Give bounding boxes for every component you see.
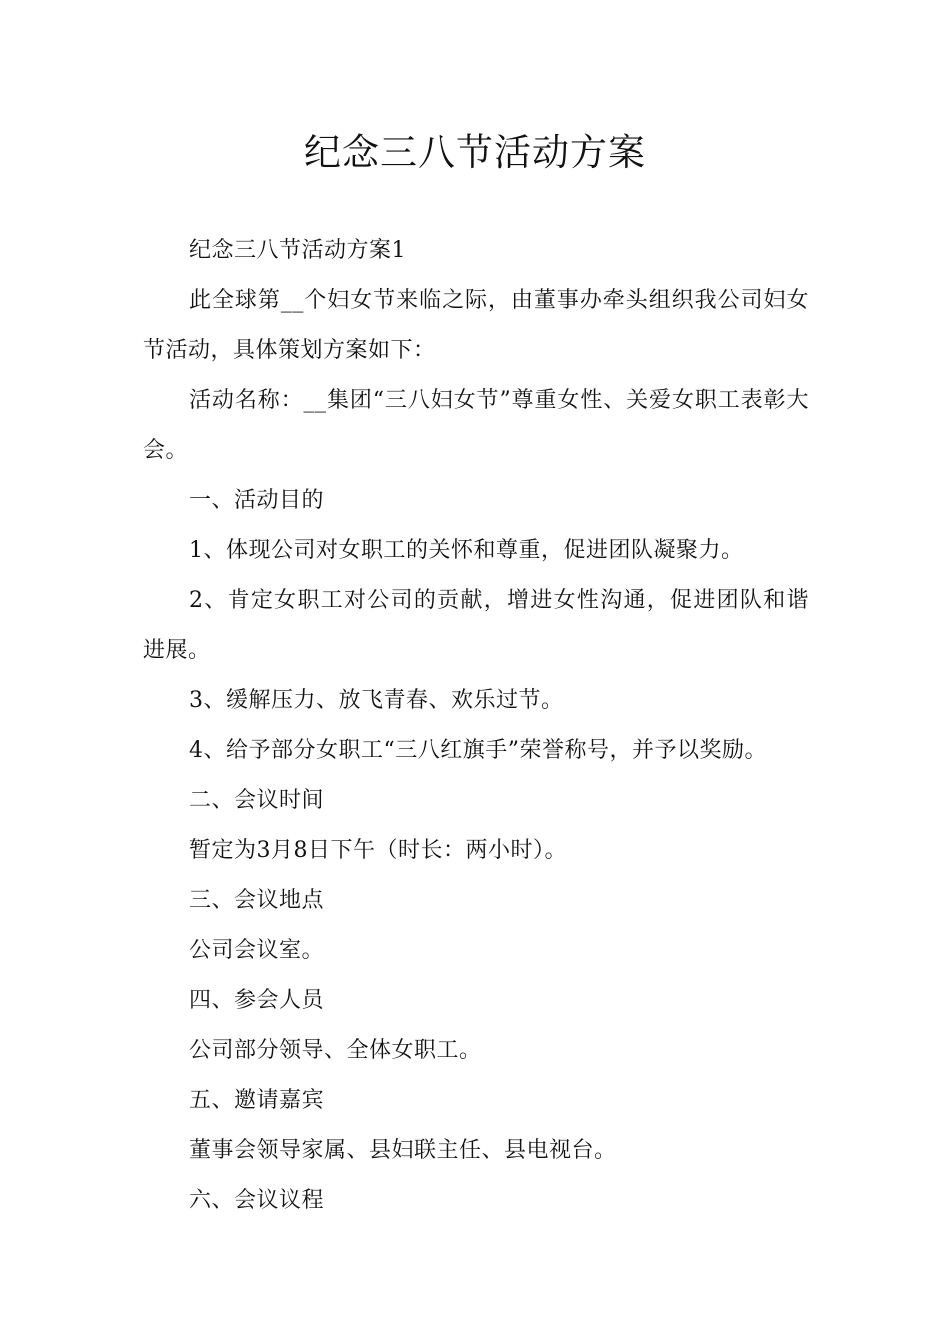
- section-heading-guests: 五、邀请嘉宾: [189, 1088, 325, 1113]
- intro-paragraph: 此全球第__个妇女节来临之际，由董事办牵头组织我公司妇女节活动，具体策划方案如下：: [143, 288, 809, 363]
- time-paragraph: 暂定为3月8日下午（时长：两小时）。: [189, 838, 567, 863]
- section-heading-location: 三、会议地点: [189, 888, 325, 913]
- purpose-item-4: 4、给予部分女职工“三八红旗手”荣誉称号，并予以奖励。: [189, 738, 767, 763]
- document-body: [143, 226, 809, 1226]
- section-heading-purpose: 一、活动目的: [189, 488, 325, 513]
- location-paragraph: 公司会议室。: [189, 938, 325, 963]
- guests-paragraph: 董事会领导家属、县妇联主任、县电视台。: [189, 1138, 617, 1163]
- section-heading-time: 二、会议时间: [189, 788, 325, 813]
- purpose-item-1: 1、体现公司对女职工的关怀和尊重，促进团队凝聚力。: [189, 538, 744, 563]
- attendees-paragraph: 公司部分领导、全体女职工。: [189, 1038, 482, 1063]
- section-heading-attendees: 四、参会人员: [189, 988, 325, 1013]
- document-title: 纪念三八节活动方案: [304, 131, 646, 174]
- purpose-item-2: 2、肯定女职工对公司的贡献，增进女性沟通，促进团队和谐进展。: [143, 588, 809, 663]
- purpose-item-3: 3、缓解压力、放飞青春、欢乐过节。: [189, 688, 564, 713]
- activity-name-paragraph: 活动名称：__集团“三八妇女节”尊重女性、关爱女职工表彰大会。: [143, 388, 809, 463]
- section-heading-agenda: 六、会议议程: [189, 1188, 325, 1213]
- subtitle-paragraph: 纪念三八节活动方案1: [189, 238, 406, 263]
